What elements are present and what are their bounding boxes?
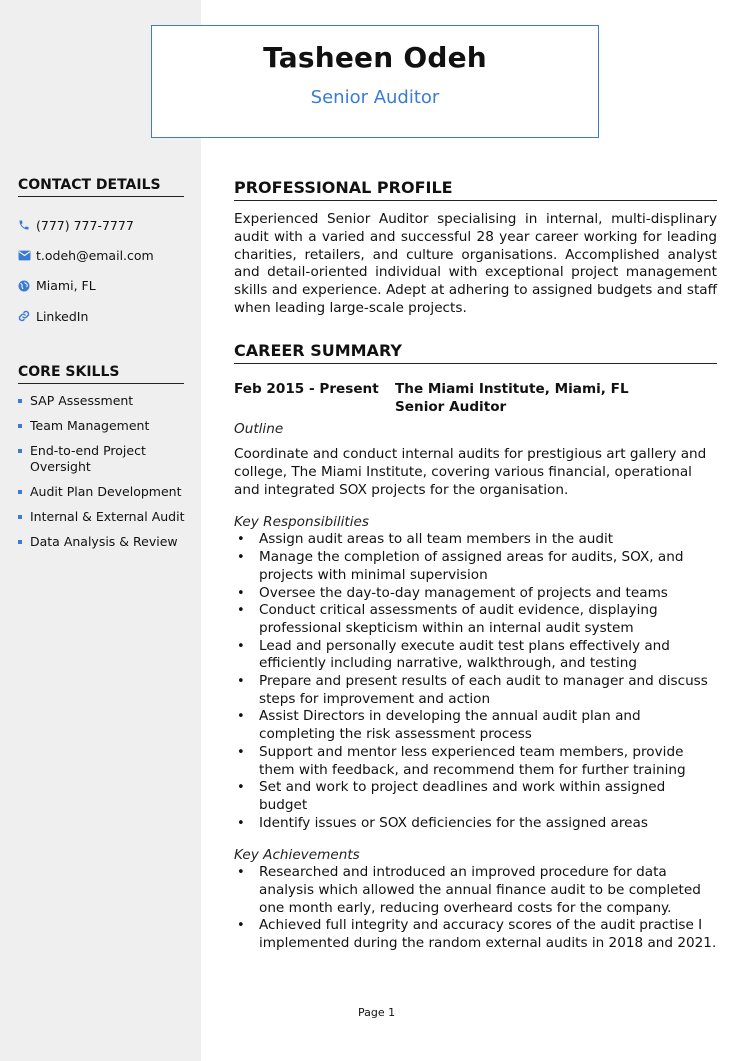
list-item: • Prepare and present results of each audit to manager and discuss steps for improvement and action bbox=[234, 673, 717, 708]
candidate-title: Senior Auditor bbox=[310, 87, 440, 108]
achievements-list bbox=[234, 864, 717, 953]
phone-icon bbox=[18, 219, 36, 231]
contact-location bbox=[18, 271, 188, 301]
job-header bbox=[234, 380, 717, 416]
outline-text: Coordinate and conduct internal audits for prestigious art gallery and college, The Miami Institute, covering various financial, operational and integrated SOX projects for the organisation. bbox=[234, 446, 707, 498]
list-item: • Achieved full integrity and accuracy scores of the audit practise I implemented during the random external audits in 2018 and 2021. bbox=[234, 917, 717, 952]
skill-item: Team Management bbox=[18, 418, 188, 434]
list-item: • Assist Directors in developing the annual audit plan and completing the risk assessment process bbox=[234, 708, 717, 743]
profile-text: Experienced Senior Auditor specialising in internal, multi-displinary audit with a varied and successful 28 year career working for leading charities, retailers, and culture organisations. Accomplished analyst and detail-oriented individual with exceptional project management skills and experience. Adept at adhering to assigned budgets and staff when leading large-scale projects. bbox=[234, 211, 717, 316]
skill-item: Data Analysis & Review bbox=[18, 534, 188, 550]
skill-item: SAP Assessment bbox=[18, 393, 188, 409]
achievements-label: Key Achievements bbox=[234, 847, 360, 864]
list-item: • Lead and personally execute audit test plans effectively and efficiently including narrative, walkthrough, and testing bbox=[234, 638, 717, 673]
link-icon bbox=[18, 310, 36, 322]
job-employer bbox=[395, 380, 629, 416]
contact-list bbox=[18, 210, 188, 331]
page-number: Page 1 bbox=[358, 1006, 396, 1019]
contact-phone[interactable] bbox=[18, 210, 188, 240]
name-header bbox=[151, 25, 599, 138]
career-heading: CAREER SUMMARY bbox=[234, 341, 717, 364]
profile-section bbox=[234, 178, 717, 318]
list-item: • Set and work to project deadlines and work within assigned budget bbox=[234, 779, 717, 814]
career-section bbox=[234, 341, 717, 953]
list-item: • Manage the completion of assigned areas for audits, SOX, and projects with minimal supervision bbox=[234, 549, 717, 584]
skill-item: End-to-end Project Oversight bbox=[18, 443, 188, 474]
list-item: • Conduct critical assessments of audit evidence, displaying professional skepticism within an internal audit system bbox=[234, 602, 717, 637]
outline-label: Outline bbox=[234, 421, 284, 437]
globe-icon bbox=[18, 280, 36, 292]
job-role: Senior Auditor bbox=[395, 399, 507, 415]
job-dates: Feb 2015 - Present bbox=[234, 381, 379, 397]
contact-linkedin[interactable] bbox=[18, 301, 188, 331]
skill-item: Audit Plan Development bbox=[18, 484, 188, 500]
contact-email-text: t.odeh@email.com bbox=[36, 247, 154, 263]
responsibilities-list bbox=[234, 531, 717, 832]
skills-list bbox=[18, 393, 188, 559]
list-item: • Support and mentor less experienced team members, provide them with feedback, and recommend them for further training bbox=[234, 744, 717, 779]
list-item: • Assign audit areas to all team members in the audit bbox=[234, 531, 717, 549]
list-item: • Identify issues or SOX deficiencies for the assigned areas bbox=[234, 815, 717, 833]
candidate-name: Tasheen Odeh bbox=[263, 41, 487, 74]
contact-location-text: Miami, FL bbox=[36, 278, 96, 294]
job-company: The Miami Institute, Miami, FL bbox=[395, 381, 629, 397]
email-icon bbox=[18, 250, 36, 261]
contact-heading: CONTACT DETAILS bbox=[18, 177, 184, 197]
contact-phone-text: (777) 777-7777 bbox=[36, 217, 134, 233]
skills-heading: CORE SKILLS bbox=[18, 364, 184, 384]
skill-item: Internal & External Audit bbox=[18, 509, 188, 525]
list-item: • Researched and introduced an improved procedure for data analysis which allowed the annual finance audit to be completed one month early, reducing overheard costs for the company. bbox=[234, 864, 717, 917]
responsibilities-label: Key Responsibilities bbox=[234, 514, 369, 531]
contact-email[interactable] bbox=[18, 240, 188, 270]
list-item: • Oversee the day-to-day management of projects and teams bbox=[234, 585, 717, 603]
profile-heading: PROFESSIONAL PROFILE bbox=[234, 178, 717, 201]
contact-linkedin-text: LinkedIn bbox=[36, 308, 89, 324]
